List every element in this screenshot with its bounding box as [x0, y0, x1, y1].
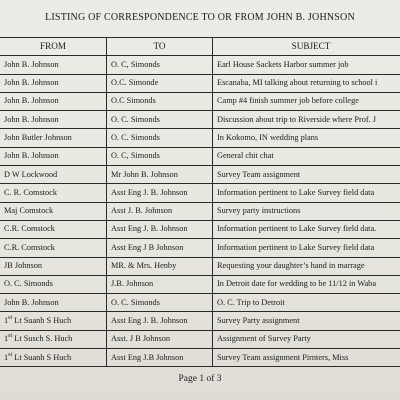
table-row: [0, 56, 400, 74]
table-row: [0, 147, 400, 165]
table-row: [0, 92, 400, 110]
column-header-from: FROM: [0, 38, 107, 56]
table-row: [0, 166, 400, 184]
cell-from: John B. Johnson: [0, 111, 107, 129]
cell-subject: In Kokomo, IN wedding plans: [213, 129, 400, 147]
table-row: [0, 294, 400, 312]
cell-subject: O. C. Trip to Detroit: [213, 294, 400, 312]
table-row: [0, 184, 400, 202]
cell-to: Asst. J B Johnson: [107, 330, 213, 348]
cell-from: 1st Lt Susch S. Huch: [0, 330, 107, 348]
cell-to: Asst J. B. Johnson: [107, 202, 213, 220]
cell-subject: Discussion about trip to Riverside where Prof. J: [213, 111, 400, 129]
cell-from: 1st Lt Suanh S Huch: [0, 312, 107, 330]
cell-to: O. C. Simonds: [107, 294, 213, 312]
table-row: [0, 239, 400, 257]
table-row: [0, 330, 400, 348]
cell-to: O. C, Simonds: [107, 147, 213, 165]
table-row: [0, 74, 400, 92]
cell-from: C.R. Comstock: [0, 220, 107, 238]
cell-from: John B. Johnson: [0, 294, 107, 312]
table-row: [0, 111, 400, 129]
cell-from: John B. Johnson: [0, 74, 107, 92]
cell-to: O. C. Simonds: [107, 129, 213, 147]
cell-subject: Camp #4 finish summer job before college: [213, 92, 400, 110]
cell-subject: Information pertinent to Lake Survey field data: [213, 184, 400, 202]
table-row: [0, 275, 400, 293]
cell-to: O.C. Simonde: [107, 74, 213, 92]
cell-subject: Survey Team assignment Pirnters, Miss: [213, 349, 400, 367]
cell-subject: Survey Team assignment: [213, 166, 400, 184]
cell-subject: In Detroit date for wedding to be 11/12 in Waba: [213, 275, 400, 293]
cell-to: MR. & Mrs. Henby: [107, 257, 213, 275]
cell-subject: Information pertinent to Lake Survey field data.: [213, 220, 400, 238]
cell-to: J.B. Johnson: [107, 275, 213, 293]
column-header-to: TO: [107, 38, 213, 56]
table-row: [0, 257, 400, 275]
cell-from: 1st Lt Suanh S Huch: [0, 349, 107, 367]
cell-subject: General chit chat: [213, 147, 400, 165]
cell-from: C.R. Comstock: [0, 239, 107, 257]
cell-from: John B. Johnson: [0, 147, 107, 165]
cell-to: O. C, Simonds: [107, 56, 213, 74]
cell-to: O. C. Simonds: [107, 111, 213, 129]
table-row: [0, 220, 400, 238]
table-row: [0, 312, 400, 330]
cell-subject: Survey Party assignment: [213, 312, 400, 330]
cell-to: Asst Eng J. B. Johnson: [107, 184, 213, 202]
cell-from: D W Lockwood: [0, 166, 107, 184]
cell-subject: Earl House Sackets Harbor summer job: [213, 56, 400, 74]
header-row: [0, 38, 400, 56]
cell-to: Asst Eng J. B. Johnson: [107, 312, 213, 330]
correspondence-table: [0, 37, 400, 367]
cell-to: Asst Eng J B Johnson: [107, 239, 213, 257]
cell-to: Asst Eng J.B Johnson: [107, 349, 213, 367]
cell-from: John B. Johnson: [0, 92, 107, 110]
cell-to: Asst Eng J. B. Johnson: [107, 220, 213, 238]
table-row: [0, 129, 400, 147]
cell-from: O. C. Simonds: [0, 275, 107, 293]
cell-subject: Escanaba, MI talking about returning to school i: [213, 74, 400, 92]
cell-to: Mr John B. Johnson: [107, 166, 213, 184]
cell-to: O.C Simonds: [107, 92, 213, 110]
cell-from: C. R. Comstock: [0, 184, 107, 202]
cell-from: John Butler Johnson: [0, 129, 107, 147]
table-row: [0, 202, 400, 220]
table-body: [0, 56, 400, 367]
cell-from: JB Johnson: [0, 257, 107, 275]
column-header-subject: SUBJECT: [213, 38, 400, 56]
cell-subject: Assignment of Survey Party: [213, 330, 400, 348]
cell-subject: Information pertinent to Lake Survey field data: [213, 239, 400, 257]
page-number: Page 1 of 3: [178, 374, 222, 384]
table-row: [0, 349, 400, 367]
cell-subject: Requesting your daughter’s hand in marrage: [213, 257, 400, 275]
cell-subject: Survey party instructions: [213, 202, 400, 220]
cell-from: John B. Johnson: [0, 56, 107, 74]
cell-from: Maj Comstock: [0, 202, 107, 220]
document-title: LISTING OF CORRESPONDENCE TO OR FROM JOHN B. JOHNSON: [45, 12, 355, 23]
